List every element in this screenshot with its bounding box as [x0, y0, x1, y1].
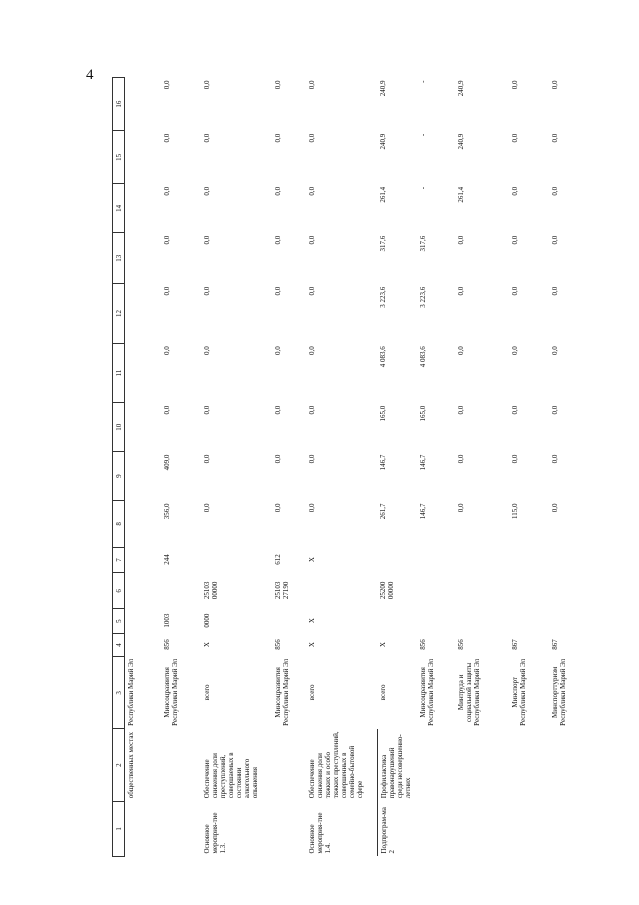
table-cell: 0,0 [457, 286, 465, 296]
table-cell: 0,0 [202, 133, 211, 143]
table-row [417, 78, 455, 857]
col-header: 9 [113, 452, 125, 501]
table-cell: 25200 00000 [379, 581, 395, 600]
table-cell: Минтруда и социальной защиты Республики Марий Эл [457, 658, 481, 726]
table-cell: 0,0 [307, 80, 316, 90]
table-cell: 0,0 [457, 454, 465, 464]
table-cell: 356,0 [162, 503, 171, 520]
col-header: 4 [113, 633, 125, 656]
table-cell [125, 184, 161, 233]
table-cell [417, 801, 455, 856]
col-header: 1 [113, 801, 125, 856]
table-cell: 867 [511, 639, 519, 650]
table-cell: 146,7 [419, 503, 427, 520]
table-cell: 0,0 [202, 186, 211, 196]
table-cell: 261,7 [379, 503, 387, 520]
table-cell: 0,0 [202, 286, 211, 296]
table-cell: 244 [162, 554, 171, 565]
table-row [161, 78, 201, 857]
column-number-row [113, 78, 125, 857]
table-cell: 0,0 [551, 80, 559, 90]
table-cell [125, 609, 161, 633]
table-cell: 0,0 [511, 235, 519, 245]
table-cell: 0,0 [202, 235, 211, 245]
col-header: 3 [113, 657, 125, 729]
table-cell [125, 343, 161, 403]
table-row [509, 78, 549, 857]
table-cell [125, 131, 161, 184]
table-cell [377, 609, 417, 633]
table-cell: X [307, 642, 316, 648]
table-row [272, 78, 306, 857]
table-cell: 0,0 [273, 405, 282, 415]
table-cell: Минспорттуризм Республики Марий Эл [551, 658, 567, 726]
table-cell: X [307, 557, 316, 563]
table-cell: 409,0 [162, 454, 171, 471]
table-cell: 0,0 [307, 405, 316, 415]
table-cell: общественных местах [127, 731, 135, 799]
table-cell [125, 501, 161, 548]
table-cell: 612 [273, 554, 282, 565]
table-cell: 0,0 [307, 286, 316, 296]
table-cell [161, 573, 201, 609]
table-cell: 317,6 [419, 235, 427, 252]
table-cell: 0,0 [273, 286, 282, 296]
table-cell [201, 547, 272, 573]
table-cell [125, 452, 161, 501]
col-header: 5 [113, 609, 125, 633]
table-cell: 3 223,6 [419, 286, 427, 308]
table-row [306, 78, 378, 857]
table-cell [549, 801, 599, 856]
table-cell: 0,0 [162, 235, 171, 245]
table-cell: 4 083,6 [379, 346, 387, 368]
col-header: 11 [113, 343, 125, 403]
table-cell: 0,0 [307, 346, 316, 356]
table-cell: всего [307, 684, 316, 701]
table-cell: 0,0 [307, 454, 316, 464]
table-cell: Минсоцразвития Республики Марий Эл [419, 658, 435, 726]
table-cell: Республики Марий Эл [127, 658, 135, 726]
table-cell: 0000 [202, 613, 211, 628]
table-row [201, 78, 272, 857]
table-cell: 0,0 [511, 454, 519, 464]
table-cell [125, 78, 161, 131]
table-cell [455, 573, 509, 609]
table-cell: Подпрограм-ма 2 [377, 801, 417, 856]
table-cell: 0,0 [551, 235, 559, 245]
table-cell: 0,0 [307, 133, 316, 143]
table-cell: 0,0 [511, 346, 519, 356]
table-cell [161, 801, 201, 856]
table-cell [549, 609, 599, 633]
table-cell: 165,0 [419, 405, 427, 422]
table-cell [417, 729, 455, 801]
table-cell [125, 547, 161, 573]
table-cell: 0,0 [273, 133, 282, 143]
table-cell: всего [202, 684, 211, 701]
table-cell: 0,0 [273, 186, 282, 196]
table-cell [306, 573, 378, 609]
table-cell: 0,0 [202, 346, 211, 356]
table-cell: 0,0 [162, 346, 171, 356]
table-cell: 0,0 [457, 503, 465, 513]
rotated-table-wrapper [112, 77, 635, 857]
budget-table [112, 77, 599, 857]
table-cell: Обеспечение снижения доли преступлений, совершаемых в состоянии алкогольного опьянения [202, 752, 259, 799]
table-cell [455, 801, 509, 856]
col-header: 15 [113, 131, 125, 184]
table-cell: 0,0 [162, 405, 171, 415]
table-cell: 0,0 [162, 286, 171, 296]
table-cell: 0,0 [551, 405, 559, 415]
table-cell: Минспорт Республики Марий Эл [511, 658, 527, 726]
col-header: 10 [113, 403, 125, 452]
table-cell [417, 573, 455, 609]
table-cell: - [419, 186, 427, 190]
table-cell: 0,0 [162, 80, 171, 90]
table-cell: - [419, 80, 427, 83]
table-cell: 0,0 [551, 186, 559, 196]
table-row [549, 78, 599, 857]
table-cell [125, 284, 161, 344]
table-cell: 240,9 [379, 80, 387, 97]
table-cell: Профилактика правонарушений среди несовершенно-летних [377, 729, 417, 801]
table-cell: 0,0 [202, 80, 211, 90]
table-cell [509, 801, 549, 856]
table-cell: 0,0 [457, 405, 465, 415]
table-cell [509, 547, 549, 573]
col-header: 16 [113, 78, 125, 131]
table-cell: 240,9 [457, 133, 465, 150]
table-cell [417, 609, 455, 633]
table-cell [549, 547, 599, 573]
table-cell [455, 729, 509, 801]
table-cell [549, 573, 599, 609]
table-cell: 1003 [162, 613, 171, 628]
table-cell: 0,0 [551, 503, 559, 513]
table-cell: 0,0 [551, 286, 559, 296]
table-cell: 856 [162, 639, 171, 650]
table-cell: 0,0 [307, 503, 316, 513]
col-header: 12 [113, 284, 125, 344]
table-row [455, 78, 509, 857]
table-cell: 0,0 [551, 133, 559, 143]
table-cell [377, 547, 417, 573]
table-cell: 0,0 [511, 405, 519, 415]
page-number: 4 [86, 67, 94, 83]
table-cell: 240,9 [457, 80, 465, 97]
table-cell: 856 [419, 639, 427, 650]
table-cell: X [307, 618, 316, 624]
table-cell: 0,0 [273, 503, 282, 513]
table-cell [417, 547, 455, 573]
table-cell: X [202, 642, 211, 648]
table-cell: 146,7 [419, 454, 427, 471]
table-cell: 0,0 [511, 286, 519, 296]
table-row [125, 78, 161, 857]
table-cell [549, 729, 599, 801]
table-cell [509, 729, 549, 801]
table-cell: всего [379, 684, 387, 701]
table-cell: Основное мероприя-тие 1.3. [202, 812, 227, 854]
table-cell: 25103 00000 [202, 581, 219, 600]
table-cell: 0,0 [162, 186, 171, 196]
table-cell [125, 801, 161, 856]
table-cell: Минсоцразвития Республики Марий Эл [162, 658, 179, 726]
table-cell: 867 [551, 639, 559, 650]
table-cell: 0,0 [202, 454, 211, 464]
table-cell: 240,9 [379, 133, 387, 150]
table-cell: 0,0 [202, 405, 211, 415]
table-cell: 856 [457, 639, 465, 650]
table-cell [161, 729, 201, 801]
table-cell [455, 609, 509, 633]
table-cell: 317,6 [379, 235, 387, 252]
table-cell: 0,0 [551, 454, 559, 464]
table-cell: 0,0 [162, 133, 171, 143]
table-cell [125, 633, 161, 656]
table-cell: 0,0 [551, 346, 559, 356]
table-cell: 261,4 [379, 186, 387, 203]
table-cell: 0,0 [307, 186, 316, 196]
table-cell: 0,0 [457, 235, 465, 245]
table-cell: Основное мероприя-тие 1.4. [307, 812, 332, 854]
table-cell: 115,0 [511, 503, 519, 520]
col-header: 7 [113, 547, 125, 573]
table-cell: X [379, 642, 387, 648]
table-cell: 146,7 [379, 454, 387, 471]
table-cell: 856 [273, 639, 282, 650]
col-header: 14 [113, 184, 125, 233]
table-cell: 0,0 [511, 133, 519, 143]
table-cell [272, 609, 306, 633]
table-cell: 3 223,6 [379, 286, 387, 308]
table-cell: 0,0 [273, 80, 282, 90]
table-cell: 4 083,6 [419, 346, 427, 368]
table-cell: 165,0 [379, 405, 387, 422]
table-cell: Обеспечение снижения доли тяжких и особо тяжких преступлений, совершенных в семейно-бытовой сфере [307, 731, 364, 799]
table-cell: 25103 27190 [273, 581, 290, 600]
col-header: 8 [113, 501, 125, 548]
table-cell [455, 547, 509, 573]
table-cell [509, 573, 549, 609]
table-cell: 0,0 [307, 235, 316, 245]
table-cell: 0,0 [273, 235, 282, 245]
table-cell: 0,0 [202, 503, 211, 513]
table-cell [272, 801, 306, 856]
table-cell [272, 729, 306, 801]
table-cell [125, 573, 161, 609]
table-cell: - [419, 133, 427, 137]
table-cell: Минсоцразвития Республики Марий Эл [273, 658, 290, 726]
col-header: 2 [113, 729, 125, 801]
table-cell: 0,0 [273, 454, 282, 464]
table-cell: 0,0 [457, 346, 465, 356]
table-cell [125, 403, 161, 452]
table-cell: 0,0 [511, 186, 519, 196]
table-cell [125, 233, 161, 284]
table-cell [509, 609, 549, 633]
table-cell: 0,0 [273, 346, 282, 356]
table-cell: 0,0 [511, 80, 519, 90]
col-header: 13 [113, 233, 125, 284]
col-header: 6 [113, 573, 125, 609]
table-cell: 261,4 [457, 186, 465, 203]
table-row [377, 78, 417, 857]
